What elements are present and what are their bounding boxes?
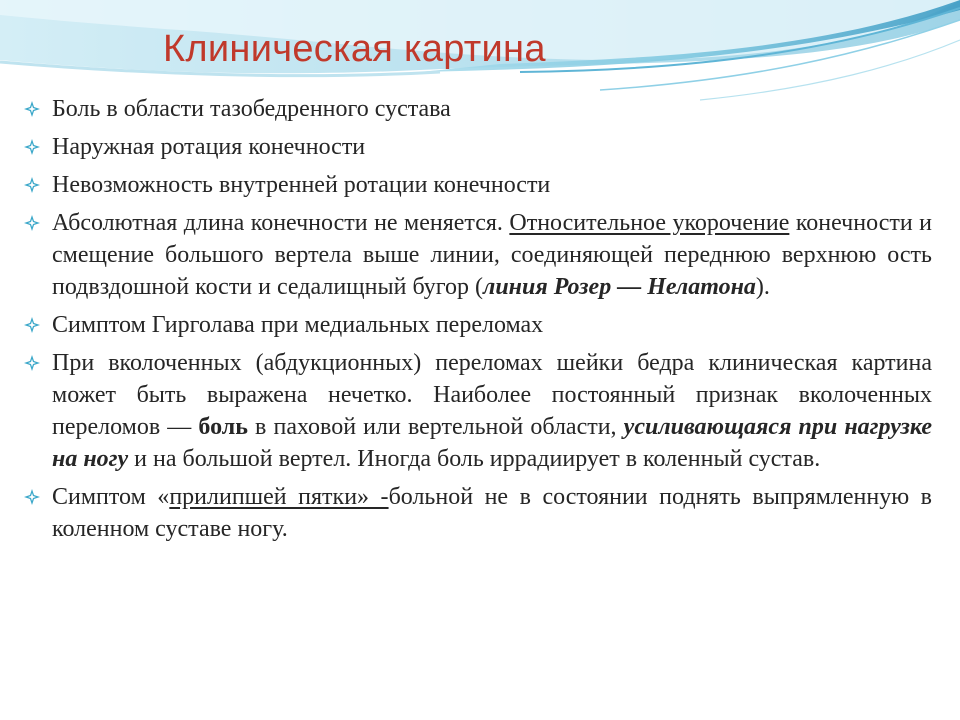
diamond-bullet-icon bbox=[24, 489, 40, 505]
list-item bbox=[24, 93, 932, 125]
list-item-text: Невозможность внутренней ротации конечности bbox=[52, 172, 551, 198]
slide-title: Клиническая картина bbox=[163, 28, 546, 70]
list-item bbox=[24, 207, 932, 303]
list-item bbox=[24, 481, 932, 545]
diamond-bullet-icon bbox=[24, 317, 40, 333]
diamond-bullet-icon bbox=[24, 101, 40, 117]
list-item-text: Наружная ротация конечности bbox=[52, 134, 366, 160]
bullet-list bbox=[24, 93, 932, 551]
list-item bbox=[24, 309, 932, 341]
underlined-text: прилипшей пятки» - bbox=[169, 484, 389, 510]
list-item-text: конечности и смещение большого вертела выше линии, соединяющей переднюю верхнюю ость подвздошной кости и седалищный бугор ( bbox=[52, 210, 932, 300]
bold-text: боль bbox=[198, 414, 248, 440]
diamond-bullet-icon bbox=[24, 215, 40, 231]
list-item bbox=[24, 169, 932, 201]
emphasis-text: усиливающаяся при нагрузке на ногу bbox=[52, 414, 933, 472]
list-item-text: в паховой или вертельной области, bbox=[247, 414, 624, 440]
list-item-text: Симптом « bbox=[52, 484, 170, 510]
list-item-text: Боль в области тазобедренного сустава bbox=[52, 96, 451, 122]
list-item-text: Симптом Гирголава при медиальных переломах bbox=[52, 312, 544, 338]
diamond-bullet-icon bbox=[24, 177, 40, 193]
list-item-text: Абсолютная длина конечности не меняется. bbox=[52, 210, 510, 236]
list-item-text: ). bbox=[755, 274, 770, 300]
diamond-bullet-icon bbox=[24, 139, 40, 155]
list-item bbox=[24, 347, 932, 475]
diamond-bullet-icon bbox=[24, 355, 40, 371]
list-item-text: больной не в состоянии поднять выпрямленную в коленном суставе ногу. bbox=[52, 484, 932, 542]
list-item-text: При вколоченных (абдукционных) переломах шейки бедра клиническая картина может быть выражена нечетко. Наиболее постоянный признак вколоченных переломов — bbox=[52, 350, 932, 440]
list-item-text: и на большой вертел. Иногда боль иррадиирует в коленный сустав. bbox=[128, 446, 821, 472]
list-item bbox=[24, 131, 932, 163]
underlined-text: Относительное укорочение bbox=[509, 210, 790, 236]
emphasis-text: линия Розер — Нелатона bbox=[483, 274, 756, 300]
